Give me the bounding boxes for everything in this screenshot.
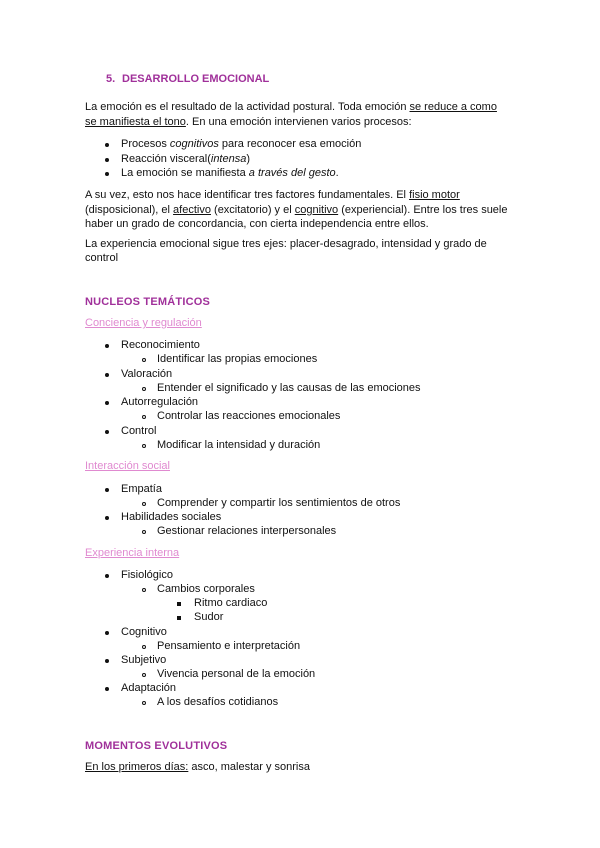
bullet-icon bbox=[105, 659, 109, 663]
section-number: 5. bbox=[106, 73, 116, 85]
bullet-icon bbox=[105, 143, 109, 147]
bullet-icon bbox=[105, 158, 109, 162]
list-subitem: Cambios corporales bbox=[157, 583, 255, 595]
list-subitem: Entender el significado y las causas de las emociones bbox=[157, 382, 421, 394]
list-subitem: Gestionar relaciones interpersonales bbox=[157, 525, 337, 537]
list-subitem: Comprender y compartir los sentimientos de otros bbox=[157, 497, 401, 509]
list-subitem: Controlar las reacciones emocionales bbox=[157, 410, 341, 422]
list-subitem: Vivencia personal de la emoción bbox=[157, 668, 316, 680]
momentos-first-line: En los primeros días: asco, malestar y sonrisa bbox=[85, 761, 310, 773]
bullet-icon bbox=[105, 344, 109, 348]
list-item: Valoración bbox=[121, 368, 173, 380]
momentos-first-label: En los primeros días: bbox=[85, 761, 189, 773]
list-subitem: Identificar las propias emociones bbox=[157, 353, 318, 365]
circle-bullet-icon bbox=[142, 415, 146, 419]
list-item: Autorregulación bbox=[121, 396, 199, 408]
bullet-icon bbox=[105, 687, 109, 691]
circle-bullet-icon bbox=[142, 387, 146, 391]
list-item: Cognitivo bbox=[121, 626, 167, 638]
axes-line-1: La experiencia emocional sigue tres ejes: placer-desagrado, intensidad y grado de bbox=[85, 238, 487, 250]
bullet-icon bbox=[105, 373, 109, 377]
intro-line-2: se manifiesta el tono. En una emoción intervienen varios procesos: bbox=[85, 116, 412, 128]
process-item: Reacción visceral(intensa) bbox=[121, 153, 251, 165]
list-item: Habilidades sociales bbox=[121, 511, 222, 523]
list-subitem: Modificar la intensidad y duración bbox=[157, 439, 321, 451]
factors-line-2: (disposicional), el afectivo (excitatorio) y el cognitivo (experiencial). Entre los tres suele bbox=[85, 204, 508, 216]
bullet-icon bbox=[105, 430, 109, 434]
bullet-icon bbox=[105, 574, 109, 578]
bullet-icon bbox=[105, 401, 109, 405]
group-label-experiencia: Experiencia interna bbox=[85, 547, 180, 559]
list-subitem: A los desafíos cotidianos bbox=[157, 696, 279, 708]
section-title: DESARROLLO EMOCIONAL bbox=[122, 73, 270, 85]
bullet-icon bbox=[105, 488, 109, 492]
circle-bullet-icon bbox=[142, 444, 146, 448]
list-subsubitem: Sudor bbox=[194, 611, 224, 623]
circle-bullet-icon bbox=[142, 588, 146, 592]
list-item: Adaptación bbox=[121, 682, 177, 694]
circle-bullet-icon bbox=[142, 701, 146, 705]
intro-underline-1: se reduce a como bbox=[409, 101, 497, 113]
factors-line-1: A su vez, esto nos hace identificar tres factores fundamentales. El fisio motor bbox=[85, 189, 460, 201]
list-subitem: Pensamiento e interpretación bbox=[157, 640, 301, 652]
bullet-icon bbox=[105, 172, 109, 176]
group-label-interaccion: Interacción social bbox=[85, 460, 170, 472]
list-item: Subjetivo bbox=[121, 654, 167, 666]
axes-line-2: control bbox=[85, 252, 119, 264]
circle-bullet-icon bbox=[142, 530, 146, 534]
factors-line-3: haber un grado de concordancia, con cierta independencia entre ellos. bbox=[85, 218, 429, 230]
group-label-conciencia: Conciencia y regulación bbox=[85, 317, 202, 329]
circle-bullet-icon bbox=[142, 502, 146, 506]
intro-underline-2: se manifiesta el tono bbox=[85, 116, 186, 128]
bullet-icon bbox=[105, 516, 109, 520]
momentos-title: MOMENTOS EVOLUTIVOS bbox=[85, 740, 228, 752]
circle-bullet-icon bbox=[142, 645, 146, 649]
nucleos-title: NUCLEOS TEMÁTICOS bbox=[85, 296, 211, 308]
process-item: La emoción se manifiesta a través del gesto. bbox=[121, 167, 339, 179]
circle-bullet-icon bbox=[142, 673, 146, 677]
list-item: Control bbox=[121, 425, 157, 437]
list-item: Reconocimiento bbox=[121, 339, 200, 351]
square-bullet-icon bbox=[177, 616, 181, 620]
square-bullet-icon bbox=[177, 602, 181, 606]
intro-line-1: La emoción es el resultado de la actividad postural. Toda emoción se reduce a como bbox=[85, 101, 497, 113]
bullet-icon bbox=[105, 631, 109, 635]
list-subsubitem: Ritmo cardiaco bbox=[194, 597, 268, 609]
list-item: Empatía bbox=[121, 483, 162, 495]
process-item: Procesos cognitivos para reconocer esa emoción bbox=[121, 138, 362, 150]
list-item: Fisiológico bbox=[121, 569, 173, 581]
circle-bullet-icon bbox=[142, 358, 146, 362]
